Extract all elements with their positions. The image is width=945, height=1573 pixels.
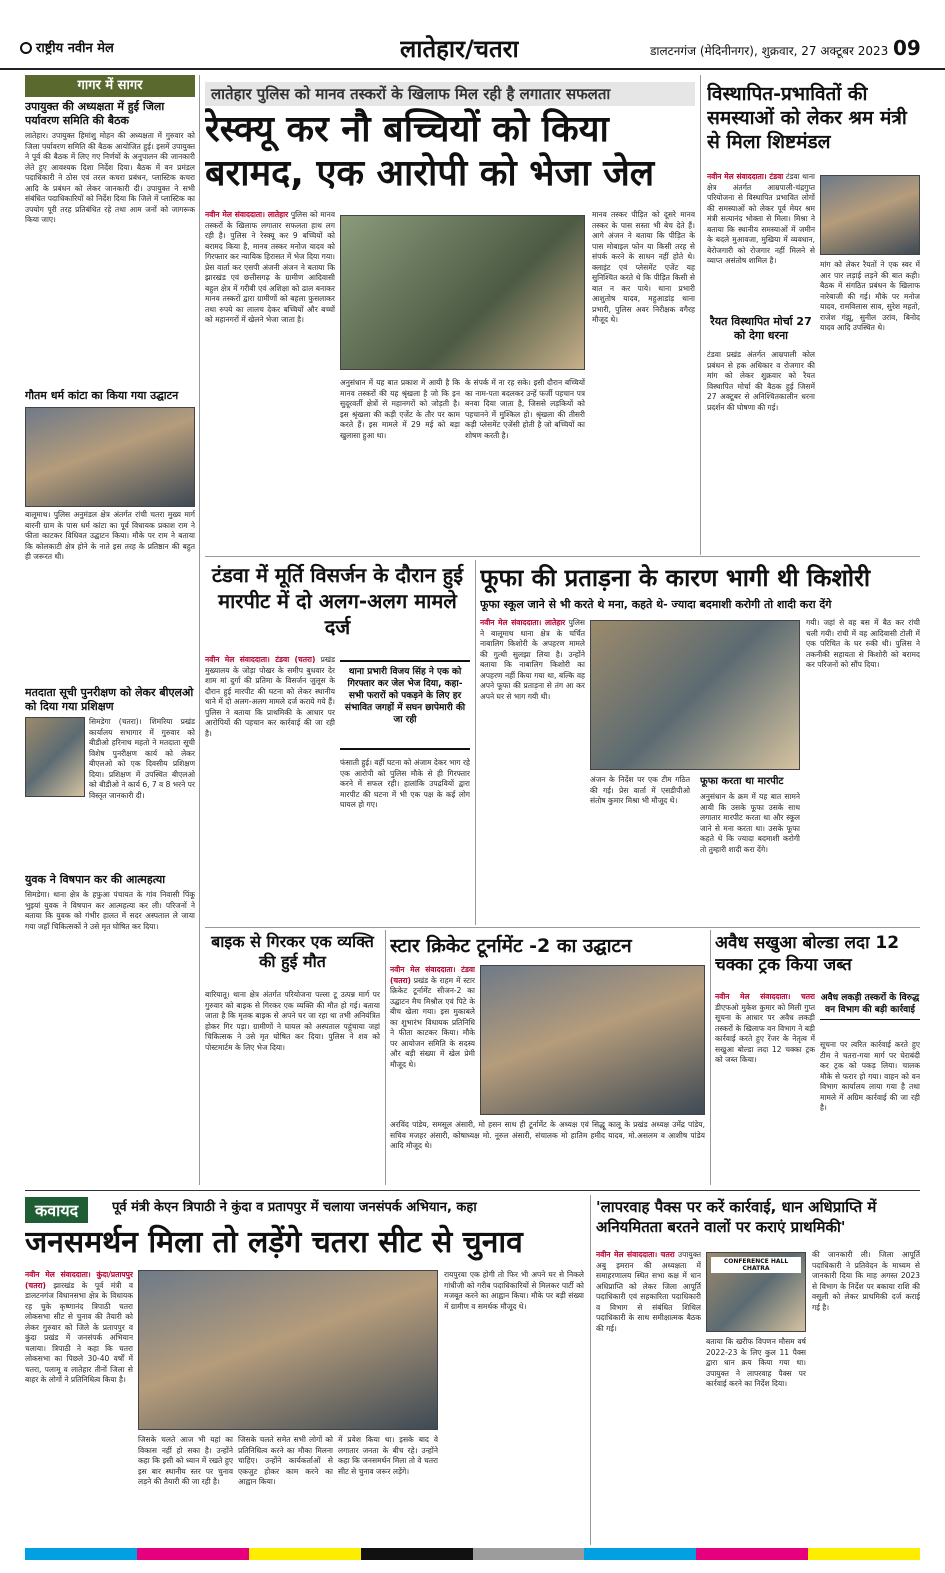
bottom-body-2: जिसके चलते आज भी यहां का विकास नहीं हो सका है। उन्होंने कहा कि इसी को ध्यान में रखते हुए इस बार स्थानीय स्तर पर चुनाव लड़ने की तैयारी की जा रही है। bbox=[138, 1435, 233, 1486]
idol-body-1: प्रखंड मुख्यालय के जोड़ा पोखर के समीप बुधवार देर शाम मां दुर्गा की प्रतिमा के विसर्जन जुलूस के दौरान हुई मारपीट की घटना को लेकर स्थानीय थाने में दो अलग-अलग मामले दर्ज कराये गये हैं। पुलिस ने बताया कि प्राथमिकी के आधार पर आरोपियों की पहचान कर कार्रवाई की जा रही है। bbox=[205, 655, 335, 738]
sidebar-column bbox=[25, 100, 195, 1190]
sidebar-story3-body: सिमडेगा (चतरा)। शिमरिया प्रखंड कार्यालय सभागार में गुरुवार को बीडीओ हरिनाथ महतो ने मतदाता सूची विशेष पुनरीक्षण कार्य को लेकर बीएलओ को एक दिवसीय प्रशिक्षण दिया। प्रशिक्षण में उपस्थित बीएलओ को बीडीओ ने कार्य 6, 7 व 8 भरने पर विस्तृत जानकारी दी। bbox=[89, 717, 195, 800]
column-rule bbox=[385, 930, 386, 1185]
sidebar-story4-body: सिमडेगा। थाना क्षेत्र के हफुआ पंचायत के गांव निवासी पिंकू भुइयां युवक ने विषपान कर आत्महत्या कर ली। परिजनों ने बताया कि युवक को गंभीर हालत में सदर अस्पताल ले जाया गया जहाँ चिकित्सकों ने उसे मृत घोषित कर दिया। bbox=[25, 890, 195, 931]
idol-byline: नवीन मेल संवाददाता। टंडवा (चतरा) bbox=[205, 655, 316, 664]
bottom-column-1 bbox=[25, 1270, 133, 1542]
color-swatch bbox=[361, 1548, 473, 1560]
girl-body-4: गयी। जहां से वह बस में बैठ कर रांची चली गयी। रांची में वह आदिवासी टोली में एक परिचित के घर रुकी थी। पुलिस ने तकनीकी सहायता से किशोरी को बरामद कर परिजनों को सौंप दिया। bbox=[806, 618, 920, 669]
girl-byline: नवीन मेल संवाददाता। लातेहार bbox=[480, 618, 566, 627]
lead-body-1: पुलिस को मानव तस्करों के खिलाफ लगातार सफलता हाथ लग रही है। पुलिस ने रेस्क्यू कर 9 बच्चियों को बरामद किया है, मानव तस्कर मनोज यादव को गिरफ्तार कर न्यायिक हिरासत में भेज दिया गया। प्रेस वार्ता कर एसपी अंजनी अंजन ने बताया कि झारखंड एवं छत्तीसगढ़ के ग्रामीण आदिवासी बहुल क्षेत्र में गरीबी एवं अशिक्षा को ढाल बनाकर मानव तस्करों द्वारा ग्रामीणों को बहला फुसलाकर तथा रुपये का लालच देकर बच्चियों और बच्चों को महानगरों में खेलने भेजा जाता है। bbox=[205, 210, 335, 324]
displaced-subhead: रैयत विस्थापित मोर्चा 27 को देगा धरना bbox=[710, 315, 812, 342]
lead-body-4: मानव तस्कर पीड़ित को दूसरे मानव तस्कर के पास सस्ता भी बेच देते हैं। आगे अंजन ने बताया कि पीड़ित के पास मोबाइल फोन या किसी तरह से संपर्क करने के साधन नहीं होते थे। क्लाइंट एवं प्लेसमेंट एजेंट यह सुनिश्चित करते थे कि पीड़ित किसी से बात न कर पाये। थाना प्रभारी आशुतोष यादव, महुआडांड़ थाना प्रभारी, पुलिस अवर निरीक्षक वगैरह मौजूद थे। bbox=[592, 210, 695, 324]
sidebar-label: गागर में सागर bbox=[25, 75, 195, 97]
column-rule bbox=[199, 75, 200, 1185]
displaced-body-2: टंडवा प्रखंड अंतर्गत आम्रपाली कोल प्रबंधन से हक अधिकार व रोजगार की मांग को लेकर शुक्रवार को रैयत विस्थापित मोर्चा की बैठक हुई जिसमें 27 अक्टूबर से अनिश्चितकालीन धरना प्रदर्शन की घोषणा की गई। bbox=[707, 350, 815, 412]
bottom-body-3: जिसके चलते समेत सभी लोगों को प्रतिनिधित्व करने का मौका मिलना चाहिए। उन्होंने कार्यकर्ताओं से एकजुट होकर काम करने का आह्वान किया। bbox=[238, 1435, 333, 1486]
bike-headline: बाइक से गिरकर एक व्यक्ति की हुई मौत bbox=[211, 932, 374, 971]
paddy-body-2: बताया कि खरीफ विपणन मौसम वर्ष 2022-23 के लिए कुल 11 पैक्स द्वारा धान क्रय किया गया था। उपायुक्त ने लापरवाह पैक्स पर कार्रवाई करने का निर्देश दिया। bbox=[706, 1337, 806, 1388]
displaced-body-3: मांग को लेकर रैयतों ने एक स्वर में आर पार लड़ाई लड़ने की बात कही। बैठक में संगठित प्रबंधन के खिलाफ नारेबाजी की गई। मौके पर मनोज यादव, रामविलास साव, सुरेश महतो, राजेश गंझू, सुनील उरांव, बिनोद यादव आदि उपस्थित थे। bbox=[820, 260, 920, 332]
cricket-caption: अरविंद पांडेय, समसूल अंसारी, मो हसन साथ ही टूर्नामेंट के अध्यक्ष एवं सिद्धू कालू के प्रखंड अध्यक्ष उमेंद्र पांडेय, सचिव मजहर अंसारी, कोषाध्यक्ष मो. नूरुल अंसारी, संचालक मो हातिम हमीद यादव, मो.असलम व आशीष पांडेय आदि मौजूद थे। bbox=[390, 1120, 705, 1150]
paddy-column-1 bbox=[596, 1250, 701, 1542]
girl-body-3: अनुसंधान के क्रम में यह बात सामने आयी कि उसके फूफा उसके साथ लगातार मारपीट करता था और स्कूल जाने से मना करता था। उसके फूफा कहते थे कि ज्यादा बदमाशी करोगी तो तुम्हारी शादी करा देंगे। bbox=[700, 792, 800, 854]
cricket-headline: स्टार क्रिकेट टूर्नामेंट -2 का उद्घाटन bbox=[390, 935, 632, 957]
paddy-meeting-photo bbox=[706, 1252, 806, 1332]
color-swatch bbox=[584, 1548, 696, 1560]
cricket-byline: नवीन मेल संवाददाता। टंडवा (चतरा) bbox=[390, 965, 475, 985]
displaced-body-1: टंडवा थाना क्षेत्र अंतर्गत आम्रपाली-चंद्रगुप्त परियोजना से विस्थापित प्रभावित लोगों की समस्याओं को लेकर पूर्व मेयर श्रम मंत्री सत्यानंद भोक्ता से मिला। मिश्रा ने बताया कि स्थानीय समस्याओं में जमीन के बदले मुआवजा, मुखिया में व्यवधान, बेरोजगारी को रोजगार नहीं मिलने से व्याप्त असंतोष शामिल है। bbox=[707, 172, 815, 265]
girl-body-2: अंजन के निर्देश पर एक टीम गठित की गई। प्रेस वार्ता में एसडीपीओ संतोष कुमार मिश्रा भी मौजूद थे। bbox=[590, 775, 690, 805]
girl-subhead: फूफा करता था मारपीट bbox=[700, 776, 784, 787]
color-swatch bbox=[249, 1548, 361, 1560]
displaced-delegation-photo bbox=[820, 175, 920, 255]
displaced-column-1 bbox=[707, 172, 815, 312]
sidebar-story4-headline: युवक ने विषपान कर की आत्महत्या bbox=[25, 873, 166, 886]
girl-deck: फूफा स्कूल जाने से भी करते थे मना, कहते थे- ज्यादा बदमाशी करोगी तो शादी करा देंगे bbox=[480, 598, 832, 611]
color-swatch bbox=[473, 1548, 585, 1560]
dateline: डालटनगंज (मेदिनीनगर), शुक्रवार, 27 अक्टूबर 2023 bbox=[650, 44, 889, 58]
inauguration-photo bbox=[25, 407, 195, 507]
lead-headline: रेस्क्यू कर नौ बच्चियों को किया बरामद, एक आरोपी को भेजा जेल bbox=[205, 109, 655, 194]
lead-kicker: लातेहार पुलिस को मानव तस्करों के खिलाफ मिल रही है लगातार सफलता bbox=[205, 82, 695, 106]
blo-training-photo bbox=[25, 717, 85, 797]
girl-column-1 bbox=[480, 618, 585, 923]
truck-byline: नवीन मेल संवाददाता। चतरा bbox=[715, 992, 815, 1001]
lead-column-1 bbox=[205, 210, 335, 550]
bottom-byline: नवीन मेल संवाददाता। कुंदा/प्रतापपुर (चतरा) bbox=[25, 1270, 133, 1290]
cricket-body: प्रखंड के राहम में स्टार क्रिकेट टूर्नामेंट सीजन-2 का उद्घाटन मैच मिश्रौल एवं पिटे के बीच खेला गया। इस मुकाबले का शुभारंभ विधायक प्रतिनिधि ने फीता काटकर किया। मौके पर आयोजन समिति के सदस्य और बड़ी संख्या में खेल प्रेमी मौजूद थे। bbox=[390, 975, 475, 1069]
bike-body: बारियातू। थाना क्षेत्र अंतर्गत परियोजना पल्ला टू उत्पन्न मार्ग पर गुरुवार को बाइक से गिरकर एक व्यक्ति की मौत हो गई। बताया जाता है कि मृतक बाइक से अपने घर जा रहा था तभी अनियंत्रित होकर गिर पड़ा। ग्रामीणों ने घायल को अस्पताल पहुंचाया जहां चिकित्सक ने उसे मृत घोषित कर दिया। पुलिस ने शव को पोस्टमार्टम के लिए भेज दिया। bbox=[205, 990, 380, 1052]
truck-subhead: अवैध लकड़ी तस्करों के विरुद्ध वन विभाग की बड़ी कार्रवाई bbox=[820, 992, 920, 1020]
truck-column-1 bbox=[715, 992, 815, 1185]
sidebar-story1-headline: उपायुक्त की अध्यक्षता में हुई जिला पर्यावरण समिति की बैठक bbox=[25, 100, 165, 127]
color-swatch bbox=[808, 1548, 920, 1560]
lead-body-2: अनुसंधान में यह बात प्रकाश में आयी है कि मानव तस्करों की यह श्रृंखला है जो कि इन सुदूरवर्ती क्षेत्रों से महानगरों को जोड़ती है। इस श्रृंखला की कड़ी एजेंट के तौर पर काम करते हैं। इस मामले में 29 मई को बड़ा खुलासा हुआ था। bbox=[340, 378, 460, 440]
girl-press-photo bbox=[590, 620, 800, 770]
bottom-tag: कवायद bbox=[25, 1197, 88, 1223]
idol-column-1 bbox=[205, 655, 335, 920]
sidebar-story1-body: लातेहार। उपायुक्त हिमांशु मोहन की अध्यक्षता में गुरुवार को जिला पर्यावरण समिति की बैठक आयोजित हुई। इसमें उपायुक्त ने पूर्व की बैठक में लिए गए निर्णयों के अनुपालन की जानकारी लेते हुए आवश्यक दिशा निर्देश दिया। बैठक में वन प्रमंडल पदाधिकारी ने ठोस एवं तरल कचरा प्रबंधन, प्लास्टिक कचरा आदि के प्रबंधन को लेकर जानकारी दी। उपायुक्त ने सभी संबंधित पदाधिकारियों को निर्देश दिया कि जिले में प्लास्टिक का उपयोग पूरी तरह प्रतिबंधित रहे तथा आम जनों को जागरूक किया जाए। bbox=[25, 131, 195, 224]
brand-logo bbox=[20, 38, 114, 56]
idol-body-2: फंसाती हुई। वहीं घटना को अंजाम देकर भाग रहे एक आरोपी को पुलिस मौके से ही गिरफ्तार करने में सफल रही। हालांकि उपद्रवियों द्वारा मारपीट की घटना में भी एक पक्ष के कई लोग घायल हो गए। bbox=[340, 758, 470, 809]
paddy-body-3: की जानकारी ली। जिला आपूर्ति पदाधिकारी ने प्रतिवेदन के माध्यम से जानकारी दिया कि माह अगस्त 2023 से विभाग के निर्देश पर बकाया राशि की वसूली को लेकर प्राथमिकी दर्ज कराई गई है। bbox=[812, 1250, 920, 1312]
conference-hall-sign: CONFERENCE HALL CHATRA bbox=[711, 1257, 801, 1273]
cricket-column-1 bbox=[390, 965, 475, 1115]
brand-name: राष्ट्रीय नवीन मेल bbox=[36, 41, 114, 56]
color-swatch bbox=[25, 1548, 137, 1560]
sidebar-story2-headline: गौतम धर्म कांटा का किया गया उद्घाटन bbox=[25, 389, 179, 402]
campaign-photo bbox=[138, 1270, 438, 1430]
girl-body-1: पुलिस ने बालूमाथ थाना क्षेत्र के चर्चित नाबालिग किशोरी के अपहरण मामले की गुत्थी सुलझा लिया है। उन्होंने बताया कि नाबालिग किशोरी का अपहरण नहीं किया गया था, बल्कि वह अपने फूफा की प्रताड़ना से तंग आ कर अपने घर से भाग गयी थी। bbox=[480, 618, 585, 701]
idol-headline: टंडवा में मूर्ति विसर्जन के दौरान हुई मारपीट में दो अलग-अलग मामले दर्ज bbox=[211, 563, 464, 639]
column-rule bbox=[475, 560, 476, 925]
displaced-byline: नवीन मेल संवाददाता। टंडवा bbox=[707, 172, 784, 181]
bottom-headline: जनसमर्थन मिला तो लड़ेंगे चतरा सीट से चुनाव bbox=[25, 1225, 523, 1260]
section-rule bbox=[205, 556, 920, 557]
truck-body-2: सूचना पर त्वरित कार्रवाई करते हुए टीम ने चतरा-गया मार्ग पर घेराबंदी कर ट्रक को पकड़ लिया। चालक मौके से फरार हो गया। वाहन को वन विभाग कार्यालय लाया गया है तथा मामले में अग्रिम कार्रवाई की जा रही है। bbox=[820, 1040, 920, 1112]
bottom-body-4: रायपुरवा एक होगी तो फिर भी अपने घर से निकले गांधीजी को गरीब पदाधिकारियों से मिलकर पार्टी को मजबूत करने का आह्वान किया। मौके पर बड़ी संख्या में ग्रामीण व समर्थक मौजूद थे। bbox=[444, 1270, 584, 1311]
bottom-body-5: में प्रवेश किया था। इसके बाद वे लगातार जनता के बीच रहे। उन्होंने कहा कि जनसमर्थन मिला तो वे चतरा सीट से चुनाव जरूर लड़ेंगे। bbox=[338, 1435, 438, 1476]
section-rule bbox=[25, 1190, 920, 1191]
column-rule bbox=[710, 930, 711, 1185]
paddy-body-1: उपायुक्त अबु इमरान की अध्यक्षता में समाहरणालय स्थित सभा कक्ष में धान अधिप्राप्ति को लेकर जिला आपूर्ति पदाधिकारी एवं सहकारिता पदाधिकारी व विभाग से संबंधित शिथिल पदाधिकारी के साथ समीक्षात्मक बैठक की गई। bbox=[596, 1250, 701, 1333]
bottom-kicker: पूर्व मंत्री केएन त्रिपाठी ने कुंदा व प्रतापपुर में चलाया जनसंपर्क अभियान, कहा bbox=[112, 1200, 477, 1215]
lead-photo-police bbox=[340, 215, 585, 370]
column-rule bbox=[590, 1195, 591, 1545]
page-number: 09 bbox=[893, 36, 921, 60]
girl-headline: फूफा की प्रताड़ना के कारण भागी थी किशोरी bbox=[480, 564, 871, 592]
displaced-headline: विस्थापित-प्रभावितों की समस्याओं को लेकर श्रम मंत्री से मिला शिष्टमंडल bbox=[707, 83, 907, 153]
print-color-bar bbox=[25, 1548, 920, 1560]
truck-headline: अवैध सखुआ बोल्डा लदा 12 चक्का ट्रक किया जब्त bbox=[715, 933, 900, 975]
truck-body-1: डीएफओ मुकेश कुमार को मिली गुप्त सूचना के आधार पर अवैध लकड़ी तस्करों के खिलाफ वन विभाग ने बड़ी कार्रवाई करते हुए रेंजर के नेतृत्व में सखुआ बोल्डा लदा 12 चक्का ट्रक को जब्त किया। bbox=[715, 1002, 815, 1064]
column-rule bbox=[700, 75, 701, 555]
sidebar-story2-body: बालूमाथ। पुलिस अनुमंडल क्षेत्र अंतर्गत रांची चतरा मुख्य मार्ग बारनी ग्राम के पास धर्म कांटा का पूर्व विधायक प्रकाश राम ने फीता काटकर विधिवत उद्घाटन किया। मौके पर राम ने बताया कि कोलकाटी क्षेत्र होने के नाते इस तरह के प्रतिष्ठान की बहुत ही जरूरत थी। bbox=[25, 510, 195, 561]
color-swatch bbox=[137, 1548, 249, 1560]
idol-quote: थाना प्रभारी विजय सिंह ने एक को गिरफ्तार कर जेल भेज दिया, कहा- सभी फरारों को पकड़ने के लिए हर संभावित जगहों में सघन छापेमारी की जा रही bbox=[340, 660, 470, 750]
bottom-body-1: झारखंड के पूर्व मंत्री व डालटनगंज विधानसभा क्षेत्र के विधायक रह चुके कृष्णानंद त्रिपाठी चतरा लोकसभा सीट से चुनाव की तैयारी को लेकर गुरुवार को जिले के प्रतापपुर व कुंदा प्रखंड में जनसंपर्क अभियान चलाया। त्रिपाठी ने कहा कि चतरा लोकसभा का पिछले 30-40 वर्षों में चतरा, पलामू व लातेहार तीनों जिला से बाहर के लोगों ने प्रतिनिधित्व किया है। bbox=[25, 1280, 133, 1384]
lead-body-3: के संपर्क में ना रह सके। इसी दौरान बच्चियों का नाम-पता बदलकर उन्हें फर्जी पहचान पत्र बनवा दिया जाता है, जिससे लड़कियों को पहचानने में मुश्किल हो। श्रृंखला की तीसरी कड़ी प्लेसमेंट एजेंसी होती है जो बच्चियों का शोषण करती है। bbox=[465, 378, 585, 440]
sidebar-story3-headline: मतदाता सूची पुनरीक्षण को लेकर बीएलओ को दिया गया प्रशिक्षण bbox=[25, 686, 194, 713]
paddy-byline: नवीन मेल संवाददाता। चतरा bbox=[596, 1250, 675, 1259]
section-name: लातेहार/चतरा bbox=[400, 35, 519, 63]
brand-emblem-icon bbox=[20, 42, 32, 54]
masthead bbox=[0, 0, 945, 70]
lead-byline: नवीन मेल संवाददाता। लातेहार bbox=[205, 210, 289, 219]
color-swatch bbox=[696, 1548, 808, 1560]
section-rule bbox=[205, 927, 920, 928]
cricket-photo bbox=[480, 965, 705, 1115]
paddy-headline: 'लापरवाह पैक्स पर करें कार्रवाई, धान अधिप्राप्ति में अनियमितता बरतने वालों पर कराएं प्राथमिकी' bbox=[596, 1198, 877, 1236]
